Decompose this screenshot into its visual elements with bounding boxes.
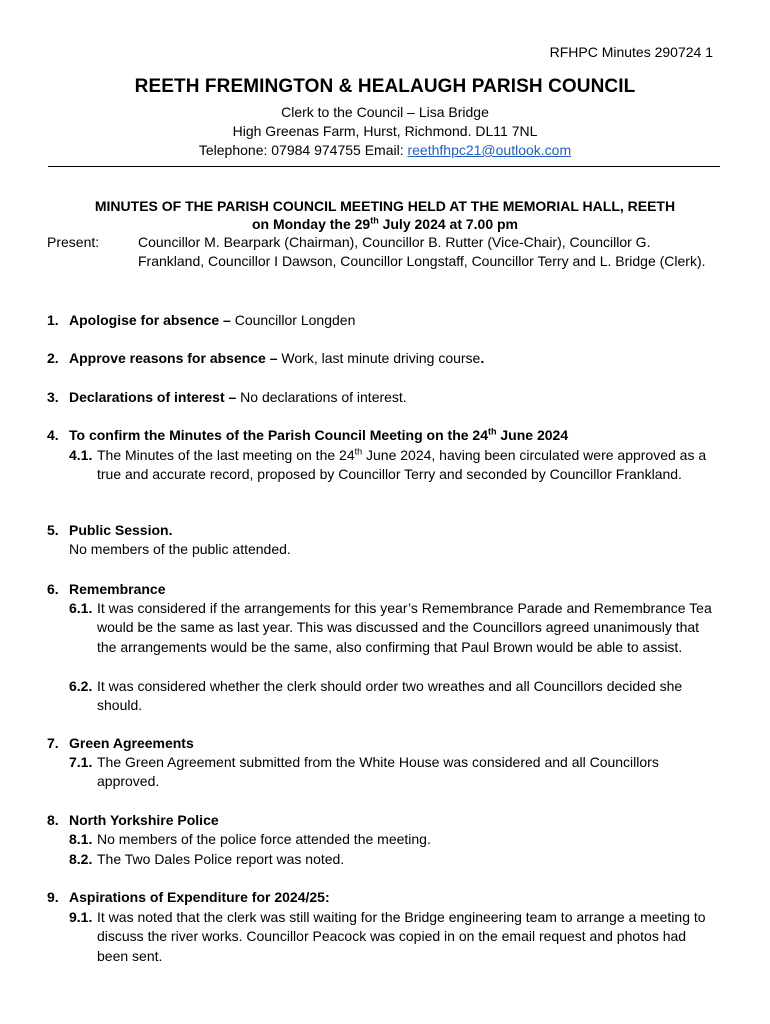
address-line: High Greenas Farm, Hurst, Richmond. DL11 7NL [232,123,538,139]
item-number: 2. [47,350,59,366]
subitem-number: 6.2. [69,678,93,694]
subitem-number: 6.1. [69,600,93,616]
subitem-number: 8.2. [69,851,93,867]
telephone-text: Telephone: 07984 974755 Email: [198,142,408,158]
subitem-number: 9.1. [69,909,93,925]
subitem-text: It was noted that the clerk was still waiting for the Bridge engineering team to arrange a meeting to discuss the river works. Councillor Peacock was copied in on the email request and photos had been sent. [97,909,706,964]
item-number: 1. [47,312,59,328]
council-title: REETH FREMINGTON & HEALAUGH PARISH COUNCIL [134,76,636,97]
item-apologies: Apologise for absence – Councillor Longden [69,312,356,328]
present-label: Present: [47,234,100,250]
subitem-number: 4.1. [69,447,93,463]
meeting-heading [0,197,770,233]
item-number: 4. [47,427,59,443]
item-green-agreements-heading: Green Agreements [69,735,194,751]
item-number: 5. [47,522,59,538]
subitem-text: The Two Dales Police report was noted. [97,851,345,867]
header-divider [48,166,720,167]
contact-line [0,142,770,158]
subitem-text: It was considered if the arrangements for this year’s Remembrance Parade and Remembrance Tea would be the same as last year. This was discussed and the Councillors agreed unanimously that the arrangements would be the same, also confirming that Paul Brown would be able to assist. [97,600,712,655]
meeting-heading-line2: on Monday the 29th July 2024 at 7.00 pm [251,215,519,232]
subitem-number: 8.1. [69,831,93,847]
item-number: 7. [47,735,59,751]
item-declarations: Declarations of interest – No declarations of interest. [69,389,407,405]
clerk-line: Clerk to the Council – Lisa Bridge [281,104,489,120]
subitem-text: It was considered whether the clerk should order two wreathes and all Councillors decided she should. [97,678,683,714]
item-public-session-text: No members of the public attended. [69,541,291,557]
email-link[interactable]: reethfhpc21@outlook.com [407,142,572,158]
subitem-number: 7.1. [69,754,93,770]
present-list: Councillor M. Bearpark (Chairman), Councillor B. Rutter (Vice-Chair), Councillor G. Frankland, Councillor I Dawson, Councillor Longstaff, Councillor Terry and L. Bridge (Clerk). [138,234,706,270]
item-absence-reasons: Approve reasons for absence – Work, last minute driving course. [69,350,485,366]
item-number: 3. [47,389,59,405]
item-confirm-minutes-heading: To confirm the Minutes of the Parish Council Meeting on the 24th June 2024 [69,426,569,443]
item-expenditure-heading: Aspirations of Expenditure for 2024/25: [69,889,330,905]
meeting-heading-line1: MINUTES OF THE PARISH COUNCIL MEETING HELD AT THE MEMORIAL HALL, REETH [94,198,676,214]
subitem-text: The Minutes of the last meeting on the 24th June 2024, having been circulated were approved as a true and accurate record, proposed by Councillor Terry and seconded by Councillor Frankland. [97,446,707,483]
subitem-text: The Green Agreement submitted from the White House was considered and all Councillors approved. [97,754,659,790]
page-reference: RFHPC Minutes 290724 1 [549,44,713,60]
item-number: 9. [47,889,59,905]
item-remembrance-heading: Remembrance [69,581,166,597]
item-number: 8. [47,812,59,828]
item-police-heading: North Yorkshire Police [69,812,219,828]
item-public-session-heading: Public Session. [69,522,173,538]
item-number: 6. [47,581,59,597]
subitem-text: No members of the police force attended the meeting. [97,831,431,847]
